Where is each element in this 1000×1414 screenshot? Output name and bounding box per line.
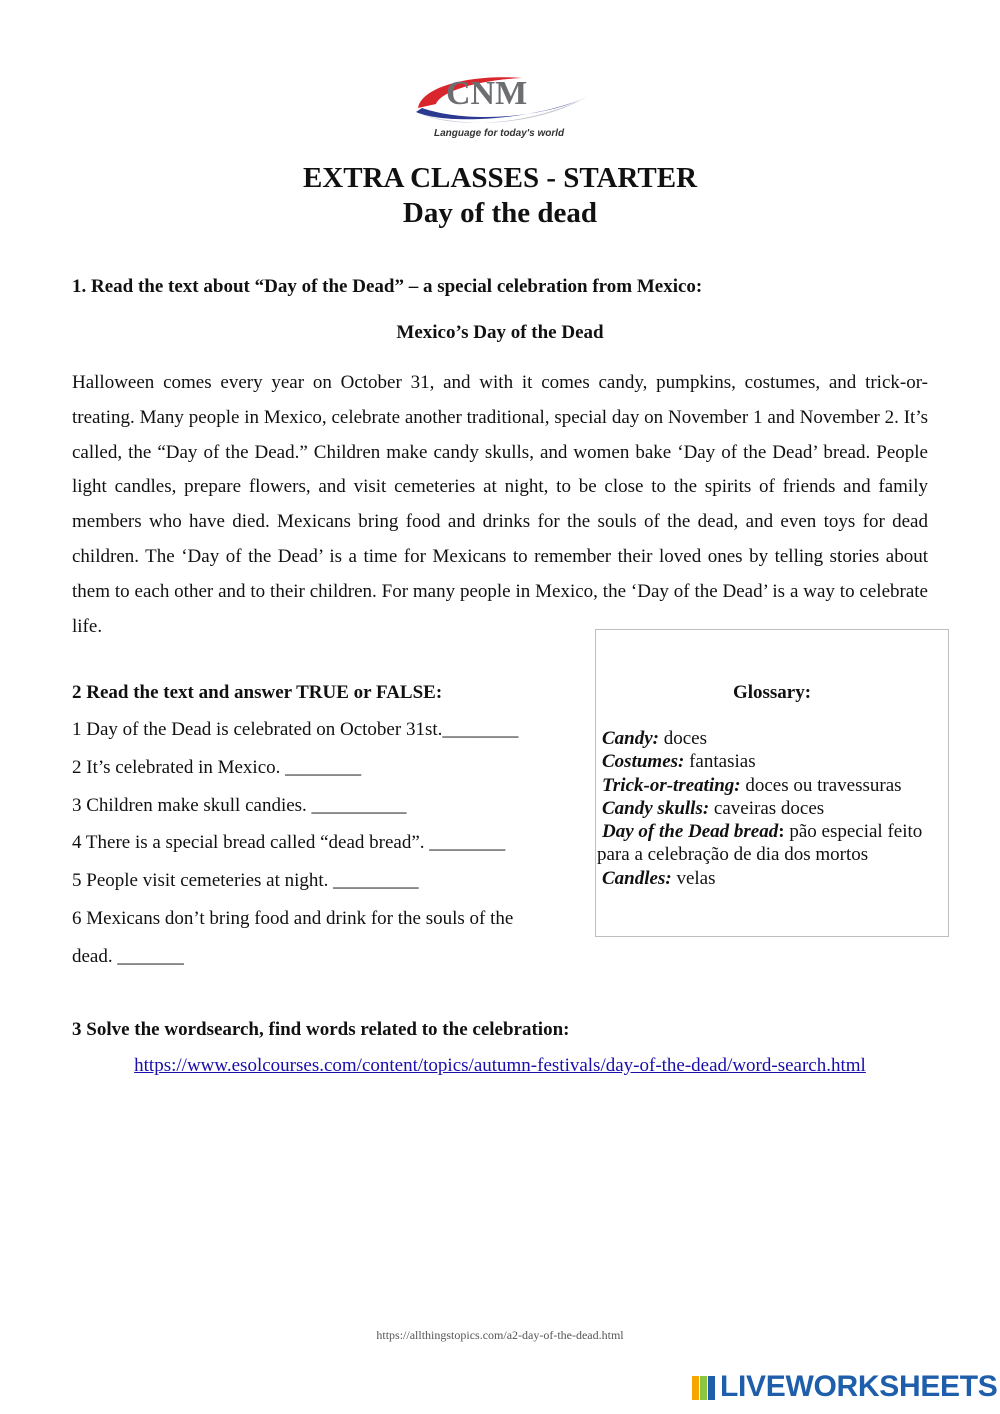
cnm-swoosh-icon — [412, 68, 592, 142]
glossary-title: Glossary: — [732, 682, 812, 703]
section3-heading: 3 Solve the wordsearch, find words related to the celebration: — [72, 1019, 570, 1040]
wordsearch-link[interactable]: https://www.esolcourses.com/content/topics/autumn-festivals/day-of-the-dead/word-search.html — [134, 1055, 866, 1076]
liveworksheets-brand: LIVEWORKSHEETS — [720, 1370, 998, 1403]
cnm-tagline: Language for today's world — [434, 128, 565, 139]
tf-question-4[interactable]: 4 There is a special bread called “dead bread”. ________ — [72, 832, 506, 853]
page-subtitle: Day of the dead — [402, 197, 598, 229]
glossary-entry: Candy skulls: caveiras doces — [602, 797, 825, 819]
tf-question-5[interactable]: 5 People visit cemeteries at night. _________ — [72, 870, 419, 891]
glossary-entry: Candles: velas — [602, 867, 716, 889]
tf-question-6[interactable]: 6 Mexicans don’t bring food and drink for the souls of the — [72, 908, 514, 929]
reading-text: Halloween comes every year on October 31, and with it comes candy, pumpkins, costumes, and trick-or-treating. Many people in Mexico, celebrate another traditional, special day on November 1 and November 2. It’s called, the “Day of the Dead.” Children make candy skulls, and women bake ‘Day of the Dead’ bread. People light candles, prepare flowers, and visit cemeteries at night, to be close to the spirits of friends and family members who have died. Mexicans bring food and drinks for the souls of the dead, and even toys for dead children. The ‘Day of the Dead’ is a time for Mexicans to remember their loved ones by telling stories about them to each other and to their children. For many people in Mexico, the ‘Day of the Dead’ is a way to celebrate life. — [72, 372, 928, 637]
reading-title: Mexico’s Day of the Dead — [396, 322, 604, 343]
page-title: EXTRA CLASSES - STARTER — [302, 162, 698, 194]
tf-question-6-cont[interactable]: dead. _______ — [72, 946, 184, 967]
tf-question-1[interactable]: 1 Day of the Dead is celebrated on October 31st.________ — [72, 719, 519, 740]
section2-heading: 2 Read the text and answer TRUE or FALSE: — [72, 682, 443, 703]
tf-question-3[interactable]: 3 Children make skull candies. __________ — [72, 795, 407, 816]
glossary-entry: Costumes: fantasias — [602, 751, 756, 773]
glossary-entry: Trick-or-treating: doces ou travessuras — [602, 774, 902, 796]
glossary-list — [596, 727, 943, 890]
section1-heading: 1. Read the text about “Day of the Dead” – a special celebration from Mexico: — [72, 276, 703, 297]
cnm-logo — [412, 68, 592, 142]
glossary-entry: Candy: doces — [602, 728, 708, 749]
cnm-brand-text: CNM — [446, 75, 528, 112]
liveworksheets-icon — [692, 1374, 716, 1402]
source-url[interactable]: https://allthingstopics.com/a2-day-of-the-dead.html — [376, 1328, 624, 1342]
glossary-entry: Day of the Dead bread: pão especial feito para a celebração de dia dos mortos — [597, 821, 923, 866]
glossary-box — [595, 629, 949, 937]
tf-question-2[interactable]: 2 It’s celebrated in Mexico. ________ — [72, 757, 362, 778]
